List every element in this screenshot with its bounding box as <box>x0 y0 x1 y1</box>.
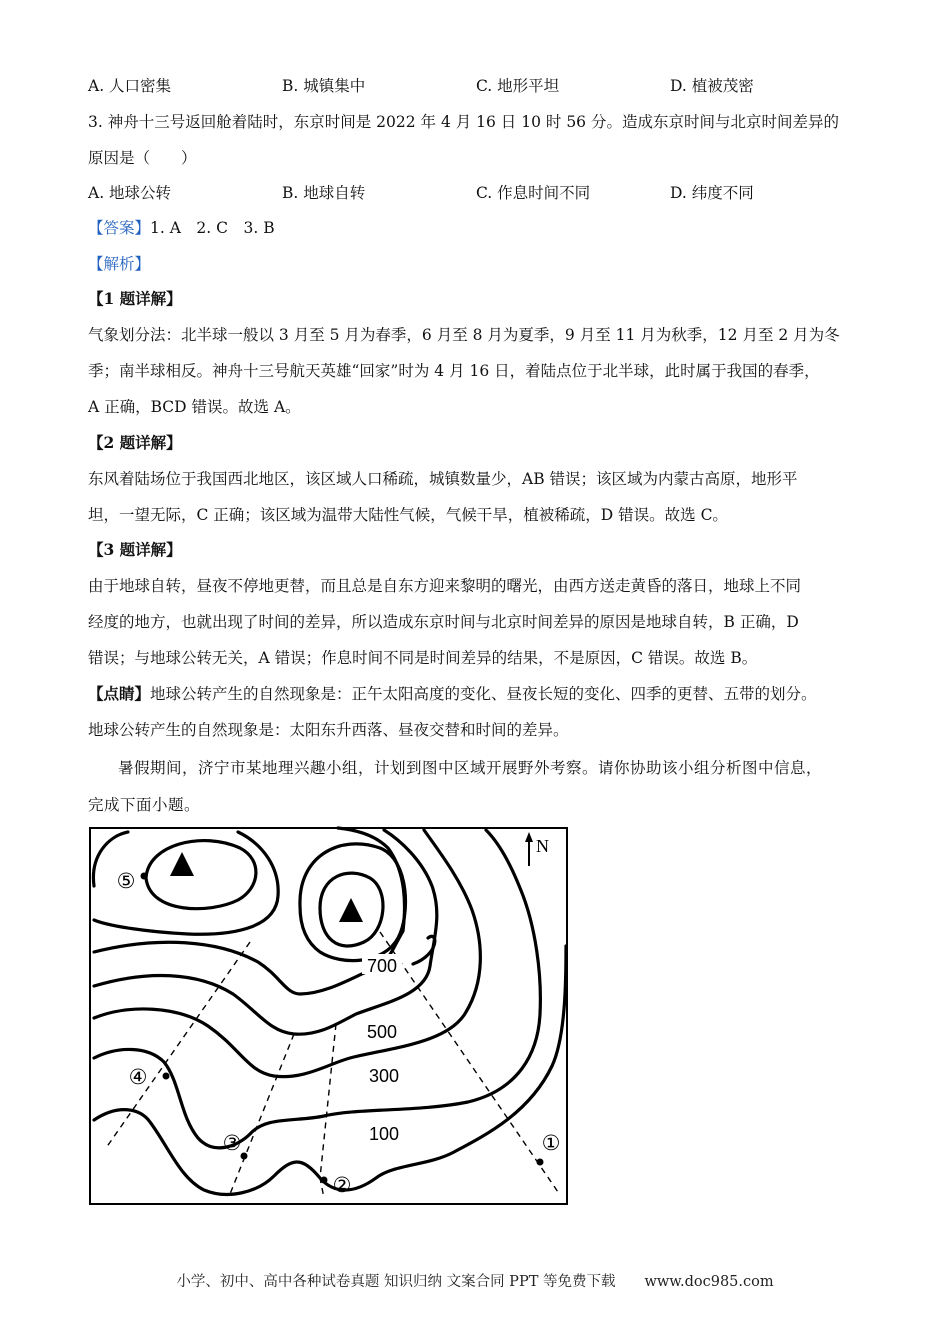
point-marker <box>241 1153 248 1160</box>
q3-stem-line2: 原因是（ ） <box>88 149 197 167</box>
point-label-4: ④ <box>128 1065 148 1089</box>
answer-text: 1. A 2. C 3. B <box>150 219 275 237</box>
q3-option-c: C. 作息时间不同 <box>476 184 591 202</box>
tip-line1 <box>88 684 817 704</box>
point-marker <box>163 1073 170 1080</box>
point-marker <box>321 1177 328 1184</box>
page-footer: 小学、初中、高中各种试卷真题 知识归纳 文案合同 PPT 等免费下载 www.doc985.com <box>176 1274 774 1290</box>
point-label-2: ② <box>332 1173 352 1197</box>
point-label-3: ③ <box>222 1131 242 1155</box>
north-label: N <box>536 836 549 856</box>
answer-tag: 【答案】 <box>88 219 151 237</box>
tip-tag: 【点睛】 <box>88 684 151 703</box>
detail3-line: 错误；与地球公转无关，A 错误；作息时间不同是时间差异的结果，不是原因，C 错误。故选 B。 <box>88 649 758 667</box>
detail3-line: 经度的地方，也就出现了时间的差异，所以造成东京时间与北京时间差异的原因是地球自转，B 正确，D <box>88 613 799 631</box>
q3-option-a: A. 地球公转 <box>88 184 172 202</box>
tip-line2: 地球公转产生的自然现象是：太阳东升西落、昼夜交替和时间的差异。 <box>88 721 569 739</box>
detail2-heading: 【2 题详解】 <box>88 433 182 452</box>
detail2-line: 东风着陆场位于我国西北地区，该区域人口稀疏，城镇数量少，AB 错误；该区域为内蒙古高原，地形平 <box>88 470 798 488</box>
detail1-heading: 【1 题详解】 <box>88 289 182 308</box>
intro-line2: 完成下面小题。 <box>88 796 201 814</box>
point-label-1: ① <box>541 1131 561 1155</box>
detail1-line: 气象划分法：北半球一般以 3 月至 5 月为春季，6 月至 8 月为夏季，9 月至 11 月为秋季，12 月至 2 月为冬 <box>88 326 840 344</box>
q3-stem-line1: 3. 神舟十三号返回舱着陆时，东京时间是 2022 年 4 月 16 日 10 时 56 分。造成东京时间与北京时间差异的 <box>88 113 839 131</box>
point-marker <box>537 1159 544 1166</box>
q3-option-d: D. 纬度不同 <box>670 184 754 202</box>
contour-label-700: 700 <box>366 956 398 976</box>
q2-option-c: C. 地形平坦 <box>476 77 560 95</box>
intro-line1: 暑假期间，济宁市某地理兴趣小组，计划到图中区域开展野外考察。请你协助该小组分析图中信息， <box>118 759 823 777</box>
detail3-line: 由于地球自转，昼夜不停地更替，而且总是自东方迎来黎明的曙光，由西方送走黄昏的落日，地球上不同 <box>88 577 802 595</box>
analysis-tag: 【解析】 <box>88 255 151 273</box>
answer-line <box>88 218 275 238</box>
contour-label-100: 100 <box>368 1124 400 1144</box>
q2-option-d: D. 植被茂密 <box>670 77 754 95</box>
detail1-line: A 正确，BCD 错误。故选 A。 <box>88 398 301 416</box>
tip-text: 地球公转产生的自然现象是：正午太阳高度的变化、昼夜长短的变化、四季的更替、五带的划分。 <box>150 685 817 703</box>
detail3-heading: 【3 题详解】 <box>88 540 182 559</box>
point-marker <box>141 873 148 880</box>
contour-label-500: 500 <box>366 1022 398 1042</box>
detail2-line: 坦，一望无际，C 正确；该区域为温带大陆性气候，气候干旱，植被稀疏，D 错误。故选 C。 <box>88 506 728 524</box>
detail1-line: 季；南半球相反。神舟十三号航天英雄“回家”时为 4 月 16 日，着陆点位于北半球，此时属于我国的春季， <box>88 362 820 380</box>
q3-option-b: B. 地球自转 <box>282 184 366 202</box>
q2-option-a: A. 人口密集 <box>88 77 172 95</box>
contour-map <box>88 826 570 1208</box>
contour-label-300: 300 <box>368 1066 400 1086</box>
point-label-5: ⑤ <box>116 869 136 893</box>
q2-option-b: B. 城镇集中 <box>282 77 366 95</box>
